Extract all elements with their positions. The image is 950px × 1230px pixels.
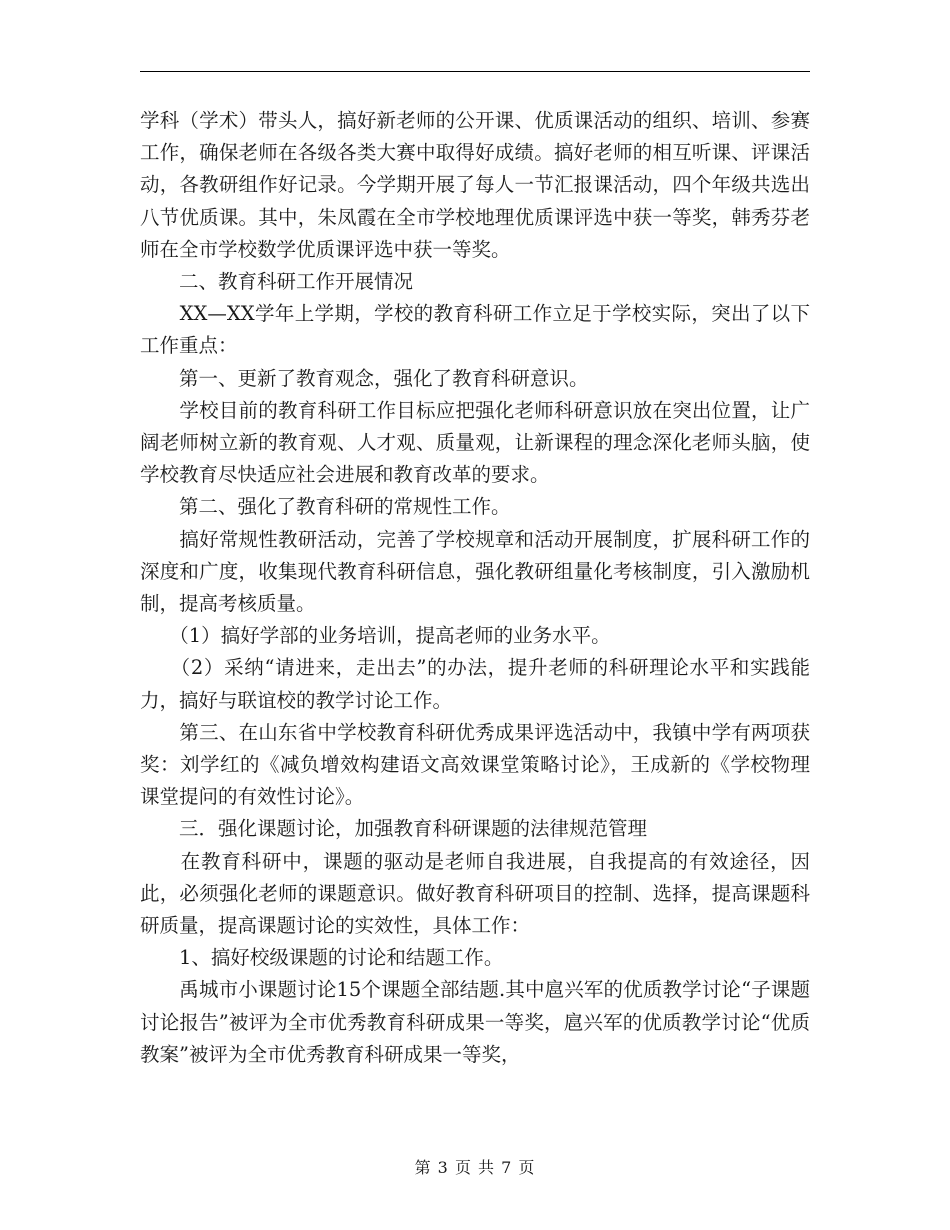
subsection-heading: 1、搞好校级课题的讨论和结题工作。	[140, 946, 504, 970]
paragraph: 第三、在山东省中学校教育科研优秀成果评选活动中，我镇中学有两项获奖：刘学红的《减负增效构建语文高效课堂策略讨论》，王成新的《学校物理课堂提问的有效性讨论》。	[140, 720, 810, 809]
page-number-footer: 第 3 页 共 7 页	[414, 1158, 536, 1177]
section-heading: 三．强化课题讨论，加强教育科研课题的法律规范管理	[140, 817, 648, 841]
paragraph: 在教育科研中，课题的驱动是老师自我进展，自我提高的有效途径，因此，必须强化老师的课题意识。做好教育科研项目的控制、选择，提高课题科研质量，提高课题讨论的实效性，具体工作：	[140, 849, 810, 938]
paragraph: XX—XX学年上学期，学校的教育科研工作立足于学校实际，突出了以下工作重点：	[140, 302, 810, 358]
list-item: （2）采纳“请进来，走出去”的办法，提升老师的科研理论水平和实践能力，搞好与联谊校的教学讨论工作。	[140, 656, 810, 712]
list-item: （1）搞好学部的业务培训，提高老师的业务水平。	[140, 624, 611, 648]
paragraph: 搞好常规性教研活动，完善了学校规章和活动开展制度，扩展科研工作的深度和广度，收集现代教育科研信息，强化教研组量化考核制度，引入激励机制，提高考核质量。	[140, 527, 810, 616]
section-heading: 二、教育科研工作开展情况	[140, 270, 414, 294]
header-rule	[140, 71, 810, 72]
subsection-heading: 第二、强化了教育科研的常规性工作。	[140, 495, 511, 519]
paragraph: 学科（学术）带头人，搞好新老师的公开课、优质课活动的组织、培训、参赛工作，确保老师在各级各类大赛中取得好成绩。搞好老师的相互听课、评课活动，各教研组作好记录。今学期开展了每人一节汇报课活动，四个年级共选出八节优质课。其中，朱凤霞在全市学校地理优质课评选中获一等奖，韩秀芬老师在全市学校数学优质课评选中获一等奖。	[140, 109, 810, 261]
paragraph: 禹城市小课题讨论15个课题全部结题.其中扈兴军的优质教学讨论“子课题讨论报告”被评为全市优秀教育科研成果一等奖，扈兴军的优质教学讨论“优质教案”被评为全市优秀教育科研成果一等奖，	[140, 978, 810, 1066]
document-body	[140, 105, 810, 1071]
subsection-heading: 第一、更新了教育观念，强化了教育科研意识。	[140, 366, 589, 390]
paragraph: 学校目前的教育科研工作目标应把强化老师科研意识放在突出位置，让广阔老师树立新的教育观、人才观、质量观，让新课程的理念深化老师头脑，使学校教育尽快适应社会进展和教育改革的要求。	[140, 398, 810, 487]
